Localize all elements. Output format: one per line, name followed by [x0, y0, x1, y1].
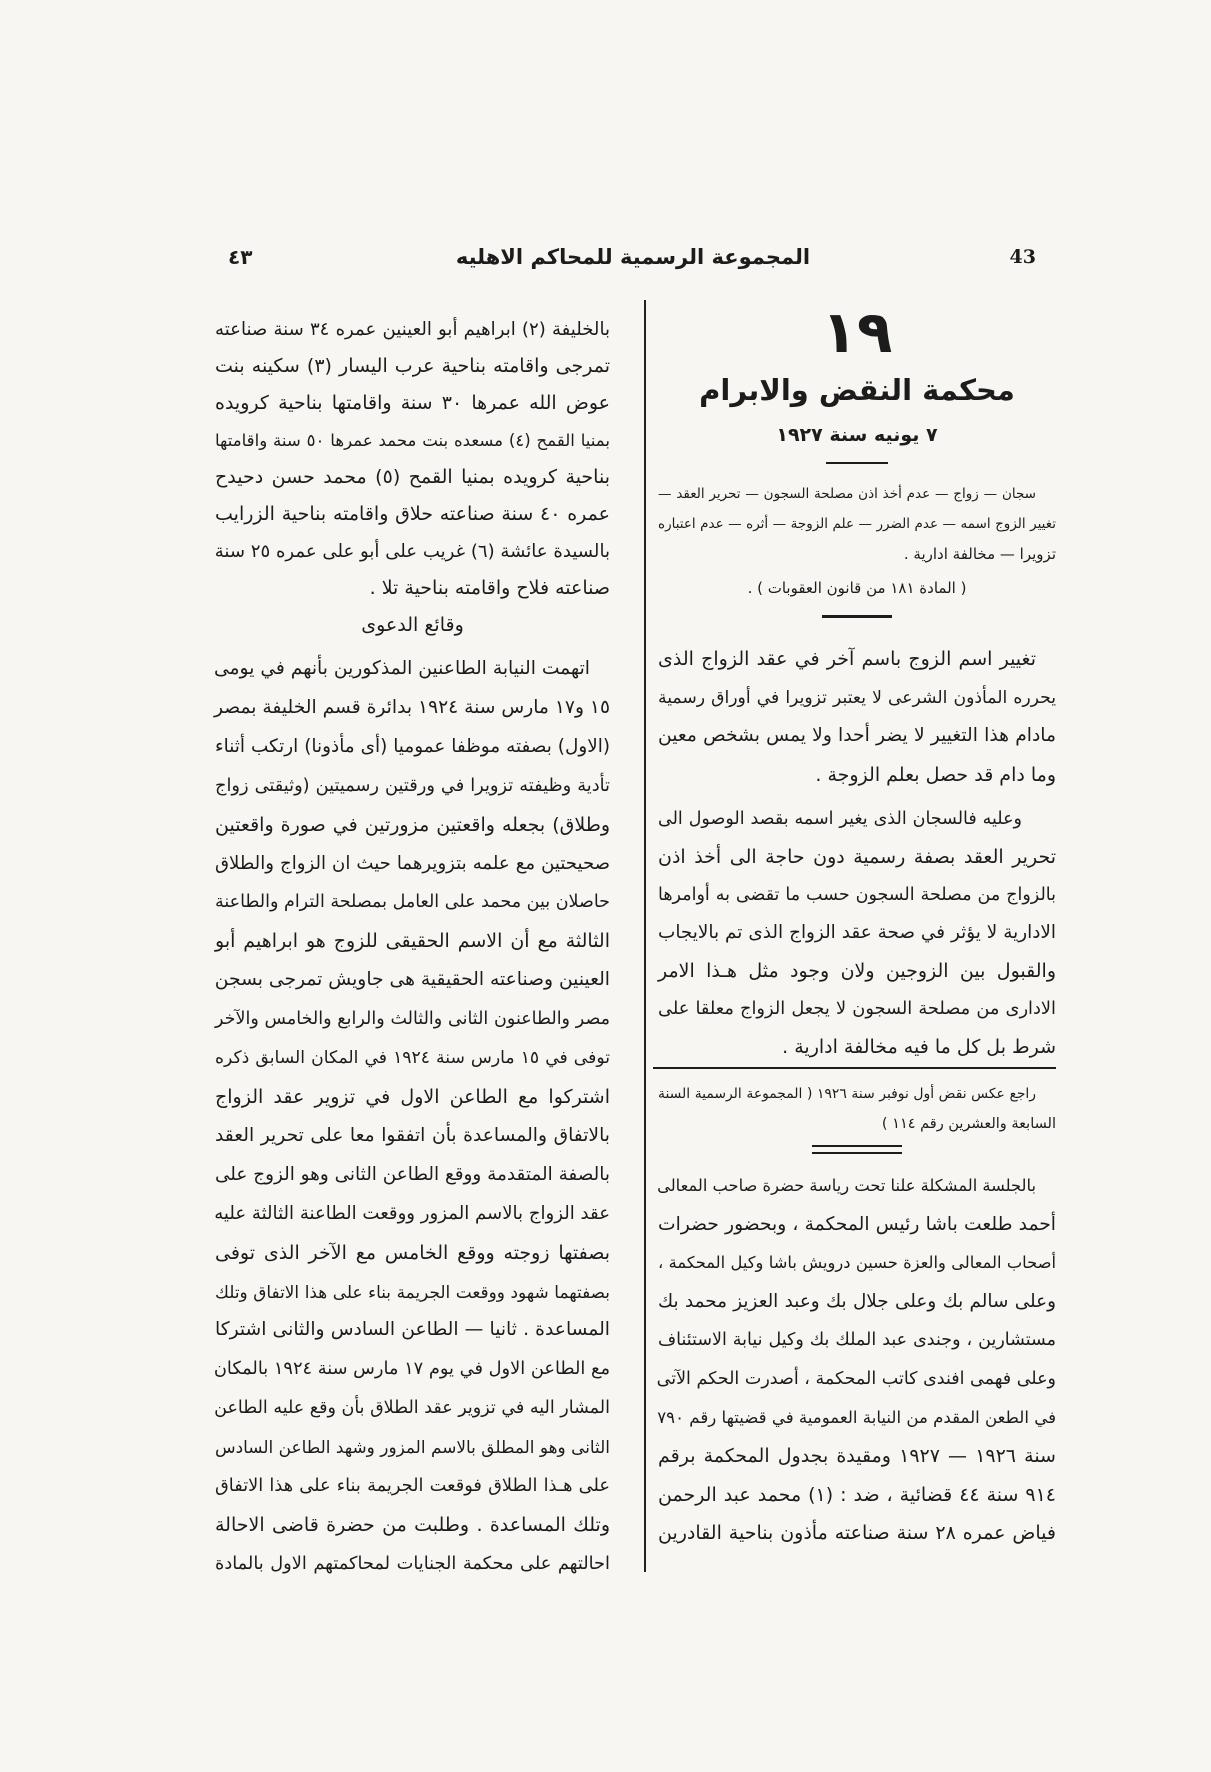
paragraph-line: مستشارين ، وجندى عبد الملك بك وكيل نيابة الاستئناف: [658, 1330, 1056, 1351]
court-name-block: [658, 370, 1056, 410]
paragraph-line: وتلك المساعدة . وطلبت من حضرة قاضى الاحالة: [215, 1513, 610, 1536]
paragraph-line: اشتركوا مع الطاعن الاول في تزوير عقد الزواج: [215, 1085, 610, 1108]
paragraph-line: المشار اليه في تزوير عقد الطلاق بأن وقع عليه الطاعن: [214, 1398, 610, 1419]
paragraph-line: الادارية لا يؤثر في صحة عقد الزواج الذى تم بالايجاب: [658, 922, 1056, 943]
double-rule-bottom: [812, 1152, 902, 1154]
paragraph-line: مادام هذا التغيير لا يضر أحدا ولا يمس بشخص معين: [658, 725, 1056, 747]
paragraph-line: بالخليفة (٢) ابراهيم أبو العينين عمره ٣٤ سنة صناعته: [215, 319, 610, 340]
paragraph-line: شرط بل كل ما فيه مخالفة ادارية .: [782, 1036, 1056, 1058]
facts-paragraph: [215, 650, 610, 1584]
page-number-latin: 43: [1009, 246, 1036, 268]
paragraph-line: حاصلان بين محمد على العامل بمصلحة الترام والطاعنة: [214, 892, 610, 913]
paragraph-line: وعليه فالسجان الذى يغير اسمه بقصد الوصول الى: [658, 809, 1022, 829]
paragraph-line: عمره ٤٠ سنة صناعته حلاق واقامته بناحية الزرايب: [215, 503, 610, 525]
column-divider: [644, 300, 646, 1572]
paragraph-line: فياض عمره ٢٨ سنة صناعته مأذون بناحية القادرين: [658, 1522, 1056, 1545]
paragraph-line: تحرير العقد بصفة رسمية دون حاجة الى أخذ اذن: [658, 846, 1056, 868]
paragraph-line: عقد الزواج بالاسم المزور ووقعت الطاعنة الثالثة عليه: [214, 1202, 610, 1224]
paragraph-line: الثانى وهو المطلق بالاسم المزور وشهد الطاعن السادس: [215, 1437, 610, 1458]
facts-heading: وقائع الدعوى: [361, 614, 464, 636]
paragraph-line: بصفتهما شهود ووقعت الجريمة بناء على هذا الاتفاق وتلك: [215, 1281, 610, 1302]
paragraph-line: أصحاب المعالى والعزة حسين درويش باشا وكيل المحكمة ،: [658, 1253, 1056, 1273]
short-rule: [826, 462, 888, 464]
paragraph-line: ١٥ و١٧ مارس سنة ١٩٢٤ بدائرة قسم الخليفة بمصر: [213, 696, 610, 718]
paragraph-line: سنة ١٩٢٦ — ١٩٢٧ ومقيدة بجدول المحكمة برقم: [658, 1445, 1056, 1468]
paragraph-line: يحرره المأذون الشرعى لا يعتبر تزويرا في أوراق رسمية: [658, 687, 1056, 708]
paragraph-line: توفى في ١٥ مارس سنة ١٩٢٤ في المكان السابق ذكره: [215, 1048, 610, 1069]
paragraph-line: بالجلسة المشكلة علنا تحت رياسة حضرة صاحب المعالى: [657, 1176, 1036, 1195]
paragraph-line: مع الطاعن الاول في يوم ١٧ مارس سنة ١٩٢٤ بالمكان: [213, 1358, 610, 1380]
paragraph-line: بمنيا القمح (٤) مسعده بنت محمد عمرها ٥٠ سنة واقامتها: [215, 431, 610, 450]
paragraph-line: بناحية كرويده بمنيا القمح (٥) محمد حسن دحيدح: [215, 466, 610, 488]
article-reference: ( المادة ١٨١ من قانون العقوبات ) .: [747, 579, 967, 597]
paragraph-line: صحيحتين مع علمه بتزويرهما حيث ان الزواج والطلاق: [215, 852, 610, 874]
paragraph-line: بالزواج من مصلحة السجون حسب ما تقضى به أوامرها: [658, 885, 1056, 905]
page-number-arabic: ٤٣: [228, 245, 253, 269]
paragraph-line: تأدية وظيفته تزويرا في ورقتين رسميتين (وثيقتى زواج: [215, 774, 610, 796]
summary-keywords: [658, 479, 1056, 569]
ruling-number-block: [658, 300, 1056, 364]
paragraph-line: الثالثة مع أن الاسم الحقيقى للزوج هو ابراهيم أبو: [215, 930, 610, 953]
note-line: السابعة والعشرين رقم ١١٤ ): [881, 1116, 1056, 1132]
paragraph-line: على هـذا الطلاق فوقعت الجريمة بناء على هذا الاتفاق: [215, 1475, 610, 1497]
summary-line: تغيير الزوج اسمه — عدم الضرر — علم الزوجة — أثره — عدم اعتباره: [658, 516, 1056, 532]
paragraph-line: صناعته فلاح واقامته بناحية تلا .: [369, 577, 610, 599]
ruling-date: ٧ يونيه سنة ١٩٢٧: [776, 424, 938, 446]
paragraph-line: وعلى فهمى افندى كاتب المحكمة ، أصدرت الحكم الآتى: [656, 1368, 1056, 1389]
defendants-paragraph: [215, 311, 610, 607]
paragraph-line: بالسيدة عائشة (٦) غريب على أبو على عمره ٢٥ سنة: [214, 541, 610, 562]
paragraph-line: تغيير اسم الزوج باسم آخر في عقد الزواج الذى: [658, 648, 1036, 670]
paragraph-line: وطلاق) بجعله واقعتين مزورتين في صورة واقعتين: [215, 813, 610, 836]
publication-title: المجموعة الرسمية للمحاكم الاهليه: [455, 245, 811, 269]
session-paragraph: [658, 1167, 1056, 1553]
paragraph-line: والقبول بين الزوجين ولان وجود مثل هـذا الامر: [658, 960, 1056, 982]
paragraph-line: (الاول) بصفته موظفا عموميا (أى مأذونا) ارتكب أثناء: [215, 735, 610, 757]
paragraph-line: عوض الله عمرها ٣٠ سنة واقامتها بناحية كرويده: [215, 392, 610, 414]
paragraph-line: العينين وصناعته الحقيقية هى جاويش تمرجى بسجن: [214, 969, 610, 991]
article-reference-block: [658, 573, 1056, 603]
double-rule-top: [812, 1145, 902, 1147]
paragraph-line: مصر والطاعنون الثانى والثالث والرابع والخامس والآخر: [215, 1009, 610, 1030]
summary-line: تزويرا — مخالفة ادارية .: [903, 545, 1056, 563]
ruling-date-block: [658, 420, 1056, 450]
legal-principle-paragraph: [658, 640, 1056, 795]
facts-heading-block: [215, 607, 610, 643]
court-name: محكمة النقض والابرام: [699, 373, 1015, 407]
paragraph-line: أحمد طلعت باشا رئيس المحكمة ، وبحضور حضرات: [658, 1213, 1056, 1235]
summary-line: سجان — زواج — عدم أخذ اذن مصلحة السجون — تحرير العقد —: [658, 486, 1036, 502]
paragraph-line: وما دام قد حصل بعلم الزوجة .: [815, 764, 1056, 787]
paragraph-line: وعلى سالم بك وعلى جلال بك وعبد العزيز محمد بك: [658, 1290, 1056, 1312]
paragraph-line: في الطعن المقدم من النيابة العمومية في قضيتها رقم ٧٩٠: [657, 1407, 1056, 1427]
paragraph-line: بصفتها زوجته ووقع الخامس مع الآخر الذى توفى: [215, 1241, 610, 1264]
note-line: راجع عكس نقض أول نوفبر سنة ١٩٢٦ ( المجموعة الرسمية السنة: [658, 1086, 1036, 1102]
short-rule: [822, 615, 892, 618]
paragraph-line: ٩١٤ سنة ٤٤ قضائية ، ضد : (١) محمد عبد الرحمن: [658, 1483, 1057, 1506]
section-rule: [653, 1067, 1056, 1069]
paragraph-line: الادارى من مصلحة السجون لا يجعل الزواج معلقا على: [658, 998, 1056, 1019]
paragraph-line: بالصفة المتقدمة ووقع الطاعن الثانى وهو الزوج على: [214, 1163, 610, 1185]
application-paragraph: [658, 800, 1056, 1066]
paragraph-line: تمرجى واقامته بناحية عرب اليسار (٣) سكينه بنت: [215, 355, 610, 377]
paragraph-line: بالاتفاق والمساعدة بأن اتفقوا معا على تحرير العقد: [215, 1124, 610, 1146]
paragraph-line: اتهمت النيابة الطاعنين المذكورين بأنهم في يومى: [213, 658, 590, 679]
cross-reference-note: [658, 1079, 1056, 1139]
ruling-number: ١٩: [821, 298, 893, 366]
paragraph-line: احالتهم على محكمة الجنايات لمحاكمتهم الاول بالمادة: [215, 1552, 610, 1574]
paragraph-line: المساعدة . ثانيا — الطاعن السادس والثانى اشتركا: [215, 1319, 610, 1341]
